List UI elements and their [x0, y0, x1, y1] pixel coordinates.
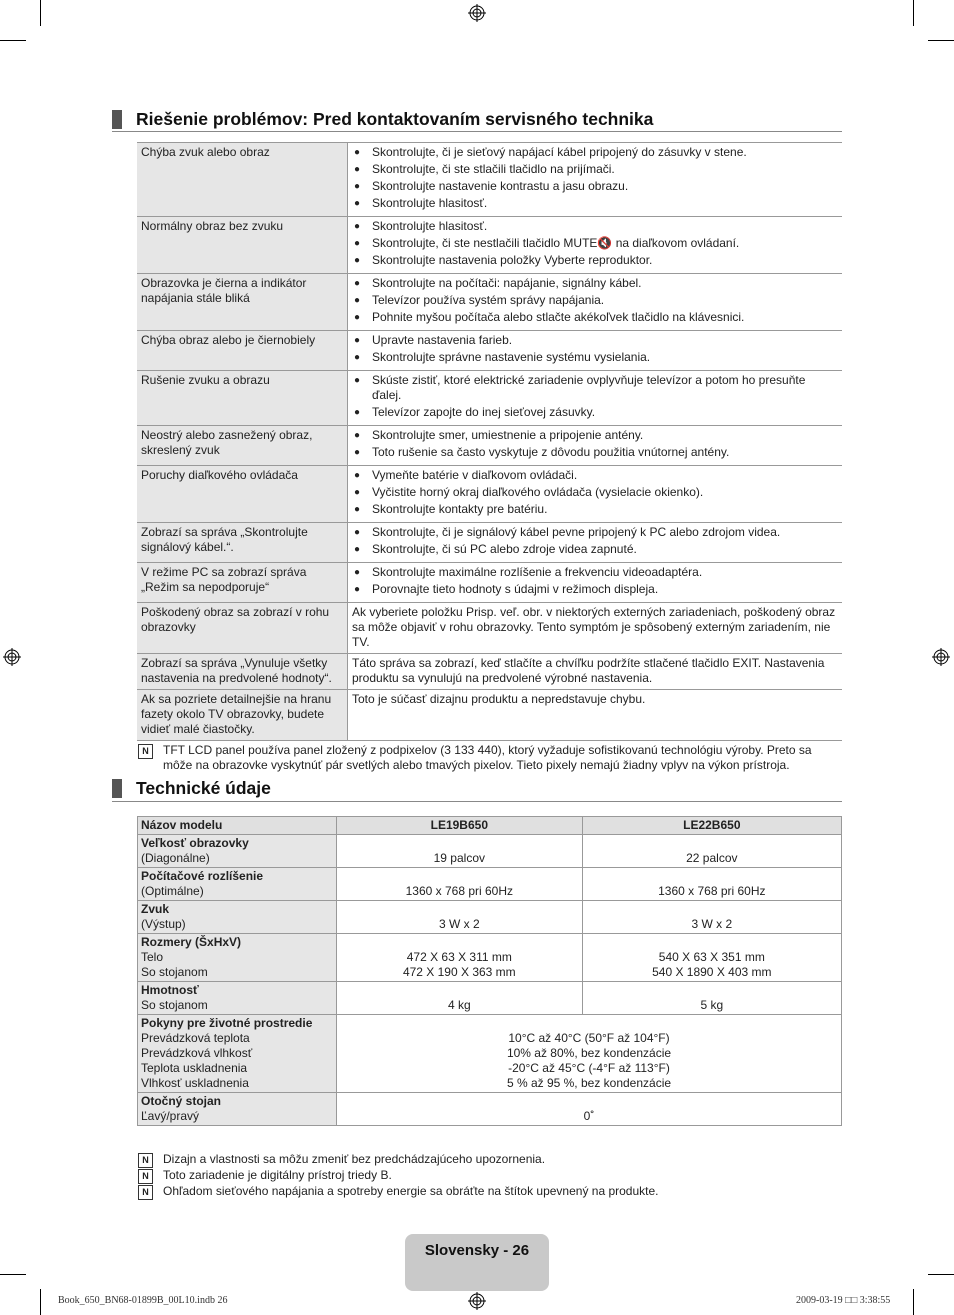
- trouble-row: [137, 274, 842, 331]
- spec-label-cell: [138, 901, 337, 934]
- spec-note-text: Dizajn a vlastnosti sa môžu zmeniť bez predchádzajúceho upozornenia.: [163, 1152, 546, 1166]
- trouble-row: [137, 466, 842, 523]
- print-info-right: 2009-03-19 □□ 3:38:55: [796, 1295, 891, 1306]
- spec-value: 19 palcov: [433, 851, 485, 865]
- spec-sub-label: Teplota uskladnenia: [141, 1061, 248, 1075]
- spec-note-text: Toto zariadenie je digitálny prístroj triedy B.: [163, 1168, 392, 1182]
- spec-m1-value: [337, 982, 583, 1015]
- spec-row: [138, 835, 842, 868]
- spec-note-text: Ohľadom sieťového napájania a spotreby energie sa obráťte na štítok upevnený na produkte.: [163, 1184, 659, 1198]
- solution-list: [352, 219, 838, 268]
- page-number-tab: [405, 1234, 549, 1291]
- spec-m2-value: [582, 835, 841, 868]
- solution-cell: [348, 371, 843, 426]
- spec-value: 540 X 63 X 351 mm: [658, 950, 765, 964]
- spec-label-cell: [138, 1015, 337, 1093]
- spec-value: 10°C až 40°C (50°F až 104°F): [508, 1031, 670, 1045]
- spec-m1-value: [337, 835, 583, 868]
- problem-cell: Normálny obraz bez zvuku: [137, 217, 348, 274]
- spec-value: 1360 x 768 pri 60Hz: [658, 884, 766, 898]
- solution-cell: [348, 217, 843, 274]
- solution-item: ● Porovnajte tieto hodnoty s údajmi v režimoch displeja.: [352, 582, 838, 597]
- specs-title: Technické údaje: [136, 778, 271, 798]
- spec-value: 3 W x 2: [691, 917, 733, 931]
- spec-m2-value: [582, 982, 841, 1015]
- heading-rule: [112, 131, 842, 132]
- registration-mark-icon: [468, 1292, 486, 1310]
- spec-label-cell: [138, 1093, 337, 1126]
- crop-mark: [913, 1289, 914, 1315]
- trouble-row: [137, 371, 842, 426]
- solution-item: ● Skontrolujte, či sú PC alebo zdroje videa zapnuté.: [352, 542, 838, 557]
- solution-item: ● Skúste zistiť, ktoré elektrické zariadenie ovplyvňuje televízor a potom ho presuňte ďalej.: [352, 373, 838, 403]
- spec-row: [138, 1015, 842, 1093]
- spec-title: Zvuk: [141, 902, 170, 916]
- problem-cell: Chýba obraz alebo je čiernobiely: [137, 331, 348, 371]
- spec-label-cell: [138, 934, 337, 982]
- solution-list: [352, 565, 838, 597]
- spec-notes: [137, 1152, 659, 1200]
- solution-cell: [348, 274, 843, 331]
- solution-cell: [348, 466, 843, 523]
- solution-item: ● Televízor používa systém správy napájania.: [352, 293, 838, 308]
- solution-cell: Ak vyberiete položku Prisp. veľ. obr. v niektorých externých zariadeniach, poškodený obraz sa môže objaviť v rohu obrazovky. Tento symptóm je spôsobený externým zariadením, nie TV.: [348, 603, 843, 654]
- spec-label-cell: [138, 868, 337, 901]
- spec-value: 5 kg: [700, 998, 724, 1012]
- solution-item: ● Skontrolujte, či ste nestlačili tlačidlo MUTE🔇 na diaľkovom ovládaní.: [352, 236, 838, 251]
- spec-sub-label: Vlhkosť uskladnenia: [141, 1076, 249, 1090]
- specs-header-row: [138, 817, 842, 835]
- crop-mark: [0, 1274, 26, 1275]
- troubleshooting-table: [137, 142, 842, 741]
- trouble-row: [137, 654, 842, 690]
- crop-mark: [40, 1289, 41, 1315]
- problem-cell: Obrazovka je čierna a indikátor napájania stále bliká: [137, 274, 348, 331]
- spec-sub-label: Prevádzková teplota: [141, 1031, 250, 1045]
- solution-item: ● Skontrolujte, či je signálový kábel pevne pripojený k PC alebo zdrojom videa.: [352, 525, 838, 540]
- solution-item: ● Televízor zapojte do inej sieťovej zásuvky.: [352, 405, 838, 420]
- solution-item: ● Skontrolujte hlasitosť.: [352, 196, 838, 211]
- solution-item: ● Toto rušenie sa často vyskytuje z dôvodu použitia vnútornej antény.: [352, 445, 838, 460]
- trouble-row: [137, 143, 842, 217]
- solution-item: ● Vymeňte batérie v diaľkovom ovládači.: [352, 468, 838, 483]
- note-icon: N: [138, 1169, 153, 1184]
- problem-cell: Zobrazí sa správa „Vynuluje všetky nastavenia na predvolené hodnoty“.: [137, 654, 348, 690]
- model-name-label: Názov modelu: [138, 817, 337, 835]
- heading-bar: [112, 110, 122, 129]
- registration-mark-icon: [468, 4, 486, 22]
- spec-row: [138, 1093, 842, 1126]
- solution-item: ● Skontrolujte na počítači: napájanie, signálny kábel.: [352, 276, 838, 291]
- spec-title: Otočný stojan: [141, 1094, 222, 1108]
- note-icon: N: [138, 1185, 153, 1200]
- trouble-row: [137, 563, 842, 603]
- spec-note: [137, 1184, 659, 1200]
- page-number: Slovensky - 26: [424, 1242, 530, 1259]
- spec-value: 5 % až 95 %, bez kondenzácie: [506, 1076, 672, 1090]
- solution-item: ● Skontrolujte hlasitosť.: [352, 219, 838, 234]
- crop-mark: [913, 0, 914, 26]
- solution-list: [352, 525, 838, 557]
- tft-note-text: TFT LCD panel používa panel zložený z podpixelov (3 133 440), ktorý vyžaduje sofistikovanú technológiu výroby. Preto sa môže na obrazovke vyskytnúť pár svetlých alebo tmavých pixelov. Tieto pixely nemajú žiadny vplyv na výkon prístroja.: [163, 743, 812, 772]
- solution-list: [352, 276, 838, 325]
- spec-value: -20°C až 45°C (-4°F až 113°F): [508, 1061, 670, 1075]
- spec-value: 22 palcov: [686, 851, 738, 865]
- trouble-row: [137, 217, 842, 274]
- solution-cell: [348, 523, 843, 563]
- spec-sub-label: So stojanom: [141, 998, 208, 1012]
- heading-bar: [112, 779, 122, 798]
- trouble-row: [137, 331, 842, 371]
- specs-table: [137, 816, 842, 1126]
- spec-note: [137, 1168, 659, 1184]
- spec-sub-label: (Optimálne): [141, 884, 204, 898]
- heading-rule: [112, 801, 842, 802]
- solution-list: [352, 333, 838, 365]
- spec-value: 3 W x 2: [438, 917, 480, 931]
- spec-m1-value: [337, 868, 583, 901]
- trouble-row: [137, 523, 842, 563]
- spec-value: 1360 x 768 pri 60Hz: [405, 884, 514, 898]
- solution-cell: [348, 331, 843, 371]
- problem-cell: Neostrý alebo zasnežený obraz, skreslený zvuk: [137, 426, 348, 466]
- crop-mark: [928, 40, 954, 41]
- spec-title: Pokyny pre životné prostredie: [141, 1016, 313, 1030]
- spec-row: [138, 901, 842, 934]
- spec-sub-label: Ľavý/pravý: [141, 1109, 200, 1123]
- problem-cell: Poruchy diaľkového ovládača: [137, 466, 348, 523]
- solution-list: [352, 428, 838, 460]
- spec-value: 4 kg: [447, 998, 471, 1012]
- solution-list: [352, 145, 838, 211]
- solution-item: ● Skontrolujte smer, umiestnenie a pripojenie antény.: [352, 428, 838, 443]
- solution-cell: [348, 563, 843, 603]
- print-info-left: Book_650_BN68-01899B_00L10.indb 26: [58, 1295, 228, 1306]
- solution-list: [352, 373, 838, 420]
- trouble-row: [137, 690, 842, 741]
- problem-cell: Zobrazí sa správa „Skontrolujte signálový kábel.“.: [137, 523, 348, 563]
- note-icon: N: [138, 1153, 153, 1168]
- model-1-name: LE19B650: [337, 817, 583, 835]
- spec-title: Veľkosť obrazovky: [141, 836, 249, 850]
- model-2-name: LE22B650: [582, 817, 841, 835]
- spec-shared-value: [337, 1093, 842, 1126]
- solution-cell: [348, 143, 843, 217]
- trouble-row: [137, 603, 842, 654]
- trouble-row: [137, 426, 842, 466]
- specs-heading: [112, 778, 271, 799]
- spec-sub-label: Telo: [141, 950, 164, 964]
- solution-item: ● Skontrolujte maximálne rozlíšenie a frekvenciu videoadaptéra.: [352, 565, 838, 580]
- troubleshooting-title: Riešenie problémov: Pred kontaktovaním servisného technika: [136, 109, 654, 129]
- problem-cell: Chýba zvuk alebo obraz: [137, 143, 348, 217]
- spec-value: 472 X 190 X 363 mm: [402, 965, 516, 979]
- spec-title: Hmotnosť: [141, 983, 199, 997]
- solution-cell: Toto je súčasť dizajnu produktu a nepredstavuje chybu.: [348, 690, 843, 741]
- problem-cell: Poškodený obraz sa zobrazí v rohu obrazovky: [137, 603, 348, 654]
- solution-item: ● Skontrolujte, či ste stlačili tlačidlo na prijímači.: [352, 162, 838, 177]
- problem-cell: Rušenie zvuku a obrazu: [137, 371, 348, 426]
- spec-value: 472 X 63 X 311 mm: [406, 950, 512, 964]
- spec-value: 540 X 1890 X 403 mm: [652, 965, 772, 979]
- solution-cell: Táto správa sa zobrazí, keď stlačíte a chvíľku podržíte stlačené tlačidlo EXIT. Nastavenia produktu sa vynulujú na predvolené výrobné nastavenia.: [348, 654, 843, 690]
- solution-item: ● Vyčistite horný okraj diaľkového ovládača (vysielacie okienko).: [352, 485, 838, 500]
- problem-cell: V režime PC sa zobrazí správa „Režim sa nepodporuje“: [137, 563, 348, 603]
- solution-item: ● Skontrolujte nastavenie kontrastu a jasu obrazu.: [352, 179, 838, 194]
- spec-sub-label: (Výstup): [141, 917, 186, 931]
- spec-title: Rozmery (ŠxHxV): [141, 935, 242, 949]
- tft-note: [137, 743, 827, 773]
- spec-row: [138, 934, 842, 982]
- troubleshooting-heading: [112, 109, 653, 130]
- spec-note: [137, 1152, 659, 1168]
- spec-row: [138, 868, 842, 901]
- crop-mark: [0, 40, 26, 41]
- solution-item: ● Skontrolujte kontakty pre batériu.: [352, 502, 838, 517]
- spec-m2-value: [582, 934, 841, 982]
- solution-item: ● Skontrolujte, či je sieťový napájací kábel pripojený do zásuvky v stene.: [352, 145, 838, 160]
- spec-value: 10% až 80%, bez kondenzácie: [506, 1046, 672, 1060]
- problem-cell: Ak sa pozriete detailnejšie na hranu fazety okolo TV obrazovky, budete vidieť malé čiastočky.: [137, 690, 348, 741]
- solution-item: ● Pohnite myšou počítača alebo stlačte akékoľvek tlačidlo na klávesnici.: [352, 310, 838, 325]
- spec-title: Počítačové rozlíšenie: [141, 869, 264, 883]
- spec-label-cell: [138, 982, 337, 1015]
- spec-m1-value: [337, 901, 583, 934]
- spec-sub-label: So stojanom: [141, 965, 208, 979]
- spec-sub-label: Prevádzková vlhkosť: [141, 1046, 253, 1060]
- spec-m2-value: [582, 868, 841, 901]
- spec-sub-label: (Diagonálne): [141, 851, 210, 865]
- spec-value: 0˚: [583, 1109, 595, 1123]
- crop-mark: [928, 1274, 954, 1275]
- solution-cell: [348, 426, 843, 466]
- spec-label-cell: [138, 835, 337, 868]
- note-icon: N: [138, 744, 153, 759]
- solution-list: [352, 468, 838, 517]
- solution-item: ● Upravte nastavenia farieb.: [352, 333, 838, 348]
- spec-m1-value: [337, 934, 583, 982]
- spec-m2-value: [582, 901, 841, 934]
- solution-item: ● Skontrolujte správne nastavenie systému vysielania.: [352, 350, 838, 365]
- crop-mark: [40, 0, 41, 26]
- registration-mark-icon: [932, 648, 950, 666]
- registration-mark-icon: [3, 648, 21, 666]
- spec-row: [138, 982, 842, 1015]
- spec-shared-value: [337, 1015, 842, 1093]
- solution-item: ● Skontrolujte nastavenia položky Vyberte reproduktor.: [352, 253, 838, 268]
